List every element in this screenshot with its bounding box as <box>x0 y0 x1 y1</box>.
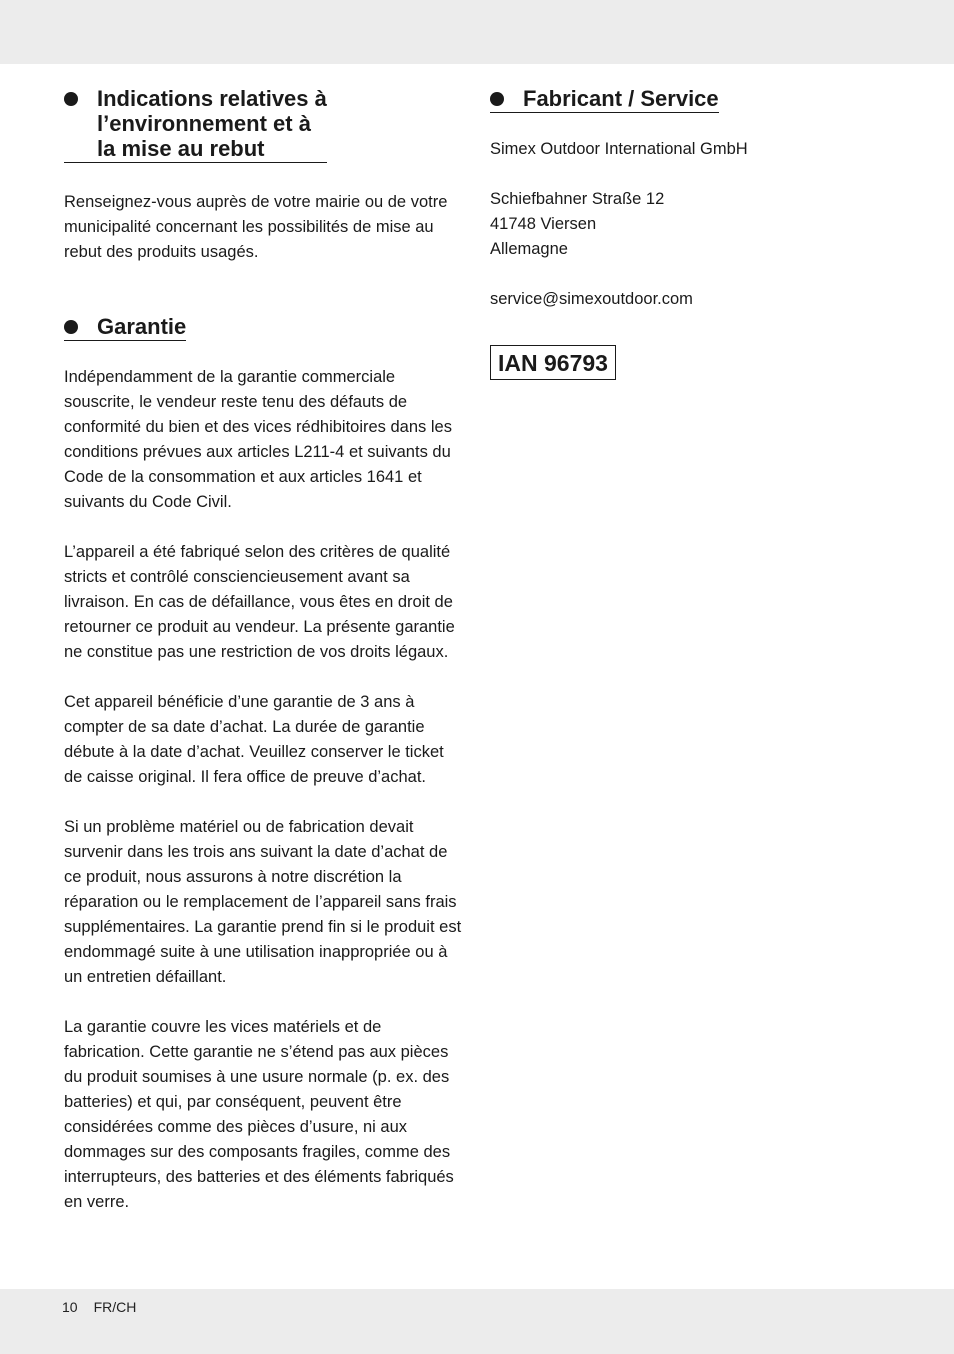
bullet-icon <box>490 92 504 106</box>
left-column <box>64 86 464 1215</box>
bullet-icon <box>64 320 78 334</box>
ian-code-box: IAN 96793 <box>490 345 616 380</box>
section-heading-environment <box>64 86 327 163</box>
heading-title: Garantie <box>97 314 187 339</box>
heading-title: Indications relatives à l’environnement et à la mise au rebut <box>97 86 327 161</box>
bullet-icon <box>64 92 78 106</box>
page-number: 10 <box>62 1299 78 1315</box>
environment-paragraph: Renseignez-vous auprès de votre mairie ou de votre municipalité concernant les possibilités de mise au rebut des produits usagés. <box>64 193 448 261</box>
warranty-paragraph-5: La garantie couvre les vices matériels et de fabrication. Cette garantie ne s’étend pas aux pièces du produit soumises à une usure normale (p. ex. des batteries) et qui, par conséquent, peuvent être considérées comme des pièces d’usure, ni aux dommages sur des composants fragiles, comme des interrupteurs, des batteries et des éléments fabriqués en verre. <box>64 1018 454 1211</box>
warranty-paragraph-1: Indépendamment de la garantie commerciale souscrite, le vendeur reste tenu des défauts de conformité du bien et des vices rédhibitoires dans les conditions prévues aux articles L211-4 et suivants du Code de la consommation et aux articles 1641 et suivants du Code Civil. <box>64 368 452 511</box>
warranty-paragraph-4: Si un problème matériel ou de fabrication devait survenir dans les trois ans suivant la date d’achat de ce produit, nous assurons à notre discrétion la réparation ou le remplacement de l’appareil sans frais supplémentaires. La garantie prend fin si le produit est endommagé suite à une utilisation inappropriée ou à un entretien défaillant. <box>64 818 462 986</box>
address-country: Allemagne <box>490 240 568 258</box>
address-city: 41748 Viersen <box>490 215 597 233</box>
right-column <box>490 86 890 380</box>
address-street: Schiefbahner Straße 12 <box>490 190 665 208</box>
heading-title: Fabricant / Service <box>523 86 719 111</box>
section-heading-warranty <box>64 314 186 341</box>
page-footer <box>62 1299 152 1315</box>
section-heading-manufacturer <box>490 86 719 113</box>
ian-container <box>490 345 890 380</box>
company-name: Simex Outdoor International GmbH <box>490 140 748 158</box>
service-email[interactable]: service@simexoutdoor.com <box>490 290 693 308</box>
warranty-paragraph-2: L’appareil a été fabriqué selon des critères de qualité stricts et contrôlé consciencieusement avant sa livraison. En cas de défaillance, vous êtes en droit de retourner ce produit au vendeur. La présente garantie ne constitue pas une restriction de vos droits légaux. <box>64 543 455 661</box>
header-band <box>0 0 954 64</box>
language-code: FR/CH <box>93 1299 137 1315</box>
warranty-paragraph-3: Cet appareil bénéficie d’une garantie de 3 ans à compter de sa date d’achat. La durée de garantie débute à la date d’achat. Veuillez conserver le ticket de caisse original. Il fera office de preuve d’achat. <box>64 693 444 786</box>
